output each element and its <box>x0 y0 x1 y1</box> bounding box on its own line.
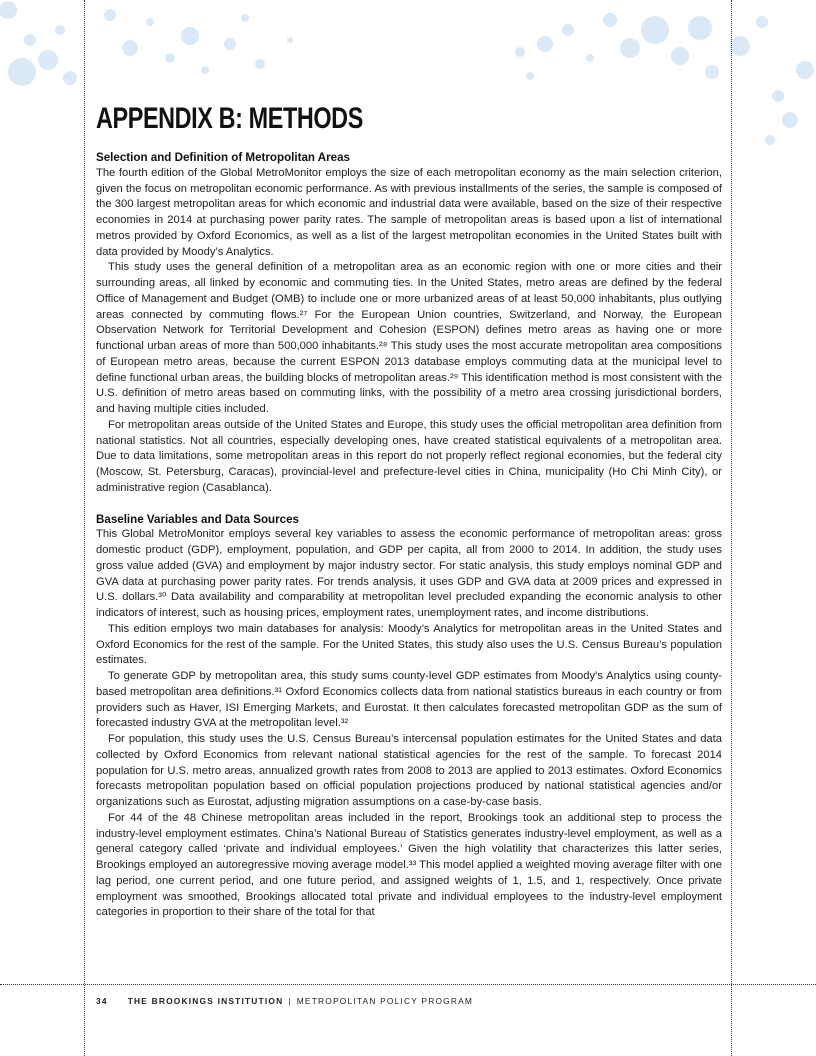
footer-organization: THE BROOKINGS INSTITUTION <box>127 996 284 1006</box>
page-title: APPENDIX B: METHODS <box>96 102 363 135</box>
left-margin-rule <box>84 0 85 1056</box>
right-margin-rule <box>731 0 732 1056</box>
paragraph: To generate GDP by metropolitan area, this study sums county-level GDP estimates from Moody’s Analytics using county-based metropolitan area definitions.³¹ Oxford Economics collects data from national statistics bureaus in each country or from providers such as Haver, ISI Emerging Markets, and Eurostat. It then calculates forecasted metropolitan GDP as the sum of forecasted industry GVA at the metropolitan level.³² <box>96 670 722 730</box>
page-number: 34 <box>96 996 108 1006</box>
paragraph: For metropolitan areas outside of the United States and Europe, this study uses the official metropolitan area definition from national statistics. Not all countries, especially developing ones, have created statistical equivalents of a metropolitan area. Due to data limitations, some metropolitan areas in this report do not properly reflect regional economies, but the federal city (Moscow, St. Petersburg, Caracas), provincial-level and prefecture-level cities in China, municipality (Ho Chi Minh City), or administrative region (Casablanca). <box>96 418 722 494</box>
section-selection-definition <box>96 150 722 497</box>
document-body <box>96 102 722 921</box>
paragraph: This edition employs two main databases for analysis: Moody’s Analytics for metropolitan areas in the United States and Oxford Economics for the rest of the sample. For the United States, this study also uses the U.S. Census Bureau’s population estimates. <box>96 622 722 667</box>
footer-rule <box>0 984 816 985</box>
paragraph: This study uses the general definition of a metropolitan area as an economic region with one or more cities and their surrounding areas, all linked by economic and commuting ties. In the United States, metro areas are defined by the federal Office of Management and Budget (OMB) to include one or more urbanized areas of at least 50,000 inhabitants, plus outlying areas connected by commuting flows.²⁷ For the European Union countries, Switzerland, and Norway, the European Observation Network for Territorial Development and Cohesion (ESPON) defines metro areas as having one or more functional urban areas of more than 500,000 inhabitants.²⁸ This study uses the most accurate metropolitan area compositions of European metro areas, because the current ESPON 2013 database employs commuting data at the municipal level to define functional urban areas, the building blocks of metropolitan areas.²⁹ This identification method is most consistent with the U.S. definition of metro areas based on commuting links, with the possibility of a metro area crossing jurisdictional borders, and having multiple cities included. <box>96 261 722 415</box>
section-heading: Selection and Definition of Metropolitan Areas <box>96 151 351 164</box>
paragraph: For 44 of the 48 Chinese metropolitan areas included in the report, Brookings took an additional step to process the industry-level employment estimates. China’s National Bureau of Statistics generates industry-level employment, as well as a general category called ‘private and individual employees.’ Given the high volatility that characterizes this latter series, Brookings employed an autoregressive moving average model.³³ This model applied a weighted moving average filter with one lag period, one current period, and one future period, and assigned weights of 1, 1.5, and 1, respectively. Once private employment was smoothed, Brookings allocated total private and individual employees to the industry-level employment categories in proportion to their share of the total for that <box>96 811 723 919</box>
footer-separator: | <box>288 996 292 1006</box>
page-footer <box>96 996 473 1006</box>
paragraph: The fourth edition of the Global MetroMonitor employs the size of each metropolitan economy as the main selection criterion, given the focus on metropolitan economic performance. As with previous installments of the series, the sample is composed of the 300 largest metropolitan areas for which economic and industrial data were available, based on the size of their respective economies in 2014 at purchasing power parity rates. The sample of metropolitan areas is based upon a list of international metros provided by Oxford Economics, as well as a list of the largest metropolitan economies in the United States built with data provided by Moody’s Analytics. <box>96 166 722 258</box>
paragraph: For population, this study uses the U.S. Census Bureau’s intercensal population estimates for the United States and data collected by Oxford Economics from relevant national statistical agencies for the rest of the sample. To forecast 2014 population for U.S. metro areas, annualized growth rates from 2008 to 2013 are applied to 2013 estimates. Oxford Economics forecasts metropolitan population based on official population projections produced by national statistical agencies and/or organizations such as Eurostat, adjusting migration assumptions on a case-by-case basis. <box>96 733 722 808</box>
section-baseline-variables <box>96 512 722 922</box>
footer-program: METROPOLITAN POLICY PROGRAM <box>296 996 474 1006</box>
section-heading: Baseline Variables and Data Sources <box>96 512 299 526</box>
paragraph: This Global MetroMonitor employs several key variables to assess the economic performance of metropolitan areas: gross domestic product (GDP), employment, population, and GDP per capita, all from 2000 to 2014. In addition, the study uses gross value added (GVA) and employment by major industry sector. For static analysis, this study employs nominal GDP and GVA data at purchasing power parity rates. For trends analysis, it uses GDP and GVA data at 2009 prices and expressed in U.S. dollars.³⁰ Data availability and comparability at metropolitan level precluded expanding the economic analysis to other indicators of interest, such as housing prices, employment rates, unemployment rates, and income distributions. <box>96 528 722 619</box>
